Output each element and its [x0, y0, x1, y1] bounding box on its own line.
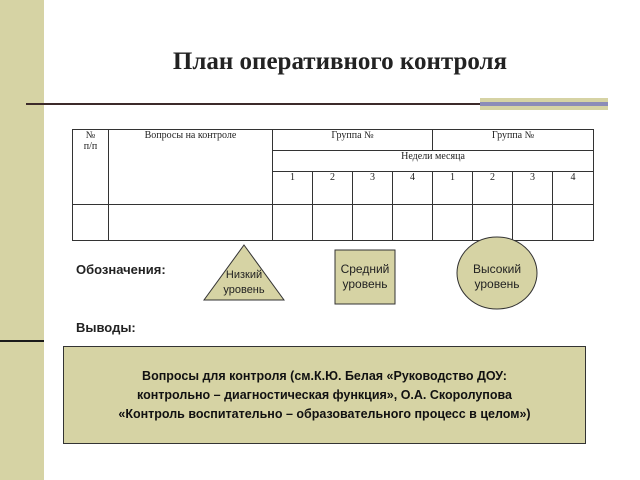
legend-low-label: Низкий уровень: [223, 269, 265, 296]
legend-mid-label: Средний уровень: [340, 262, 390, 291]
week-cell: 1: [273, 172, 313, 205]
week-cell: 2: [473, 172, 513, 205]
week-cell: 3: [513, 172, 553, 205]
header-group-1: Группа №: [273, 130, 433, 151]
header-number: № п/п: [73, 130, 109, 205]
header-weeks: Недели месяца: [273, 151, 594, 172]
legend-label: Обозначения:: [76, 262, 166, 277]
header-group-2: Группа №: [433, 130, 594, 151]
slide-title: План оперативного контроля: [172, 48, 508, 75]
week-cell: 1: [433, 172, 473, 205]
conclusions-label: Выводы:: [76, 320, 136, 335]
week-cell: 4: [393, 172, 433, 205]
legend-high-label: Высокий уровень: [472, 262, 522, 291]
week-cell: 3: [353, 172, 393, 205]
week-cell: 2: [313, 172, 353, 205]
week-cell: 4: [553, 172, 594, 205]
header-questions: Вопросы на контроле: [109, 130, 273, 205]
note-box: Вопросы для контроля (см.К.Ю. Белая «Руководство ДОУ: контрольно – диагностическая функция», О.А. Скоролупова «Контроль воспитательно – образовательного процесс в целом»): [63, 346, 586, 444]
